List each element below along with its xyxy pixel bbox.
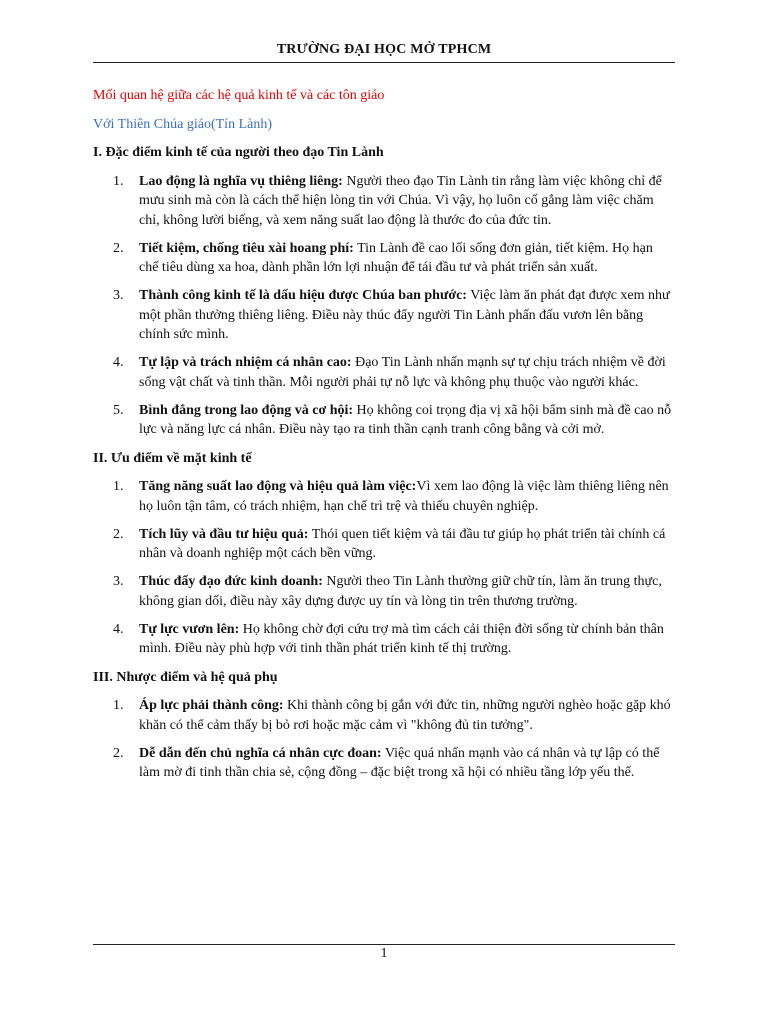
list-item [93,239,675,278]
item-text: Họ không chờ đợi cứu trợ mà tìm cách cải thiện đời sống từ chính bản thân mình. Điều này phù hợp với tinh thần phát triển kinh tế thị trường. [139,621,664,656]
item-text: Vì xem lao động là việc làm thiêng liêng nên họ luôn tận tâm, có trách nhiệm, hạn chế trì trệ và thiếu chuyên nghiệp. [139,479,669,514]
item-text: Đạo Tin Lành nhấn mạnh sự tự chịu trách nhiệm về đời sống vật chất và tinh thần. Mỗi người phải tự nỗ lực và không phụ thuộc vào người khác. [139,355,666,390]
item-lead: Thành công kinh tế là dấu hiệu được Chúa ban phước: [139,288,467,303]
list-item [93,620,675,659]
numbered-list [93,477,675,659]
item-lead: Tự lực vươn lên: [139,621,240,637]
list-item [93,172,675,231]
item-text: Khi thành công bị gắn với đức tin, những người nghèo hoặc gặp khó khăn có thể cảm thấy bị bỏ rơi hoặc mặc cảm vì "không đủ tin tưởng". [139,698,671,733]
item-lead: Tăng năng suất lao động và hiệu quả làm việc: [139,479,417,494]
item-lead: Tiết kiệm, chống tiêu xài hoang phí: [139,240,354,256]
item-lead: Tự lập và trách nhiệm cá nhân cao: [139,355,352,370]
section-heading: II. Ưu điểm về mặt kinh tế [93,450,252,466]
list-number: 3. [113,574,124,589]
document-body [93,86,675,792]
list-item [93,353,675,392]
list-number: 5. [113,402,124,418]
item-text: Tin Lành đề cao lối sống đơn giản, tiết kiệm. Họ hạn chế tiêu dùng xa hoa, dành phần lớn lợi nhuận để tái đầu tư và phát triển sản xuất. [139,240,653,275]
list-number: 1. [113,173,124,189]
list-item [93,744,675,783]
section-heading: III. Nhược điểm và hệ quả phụ [93,669,278,685]
list-item [93,696,675,735]
item-lead: Lao động là nghĩa vụ thiêng liêng: [139,173,343,189]
item-lead: Bình đẳng trong lao động và cơ hội: [139,402,354,418]
topic-subtitle: Với Thiên Chúa giáo(Tín Lành) [93,116,272,132]
item-lead: Áp lực phải thành công: [139,698,284,713]
item-lead: Tích lũy và đầu tư hiệu quả: [139,526,309,542]
list-item [93,525,675,564]
list-number: 1. [113,479,124,494]
item-text: Thói quen tiết kiệm và tái đầu tư giúp họ phát triển tài chính cá nhân và doanh nghiệp một cách bền vững. [139,526,666,561]
list-number: 2. [113,745,124,761]
list-item [93,477,675,516]
list-number: 2. [113,240,124,256]
page-header-title: TRƯỜNG ĐẠI HỌC MỞ TPHCM [276,42,492,57]
header-divider [93,62,675,63]
section-heading: I. Đặc điểm kinh tế của người theo đạo Tin Lành [93,145,384,160]
list-item [93,286,675,345]
item-lead: Dễ dẫn đến chủ nghĩa cá nhân cực đoan: [139,745,382,761]
list-number: 2. [113,526,124,542]
numbered-list [93,172,675,440]
numbered-list [93,696,675,783]
item-text: Họ không coi trọng địa vị xã hội bẩm sinh mà đề cao nỗ lực và năng lực cá nhân. Điều này tạo ra tinh thần cạnh tranh công bằng và cởi mở. [139,402,672,437]
item-text: Việc quá nhấn mạnh vào cá nhân và tự lập có thể làm mờ đi tinh thần chia sẻ, cộng đồng – đặc biệt trong xã hội có nhiều tầng lớp yếu thế. [139,745,660,780]
list-number: 3. [113,288,124,303]
list-item [93,572,675,611]
item-lead: Thúc đẩy đạo đức kinh doanh: [139,574,323,589]
list-number: 4. [113,621,124,637]
footer-divider [93,944,675,945]
topic-title: Mối quan hệ giữa các hệ quả kinh tế và các tôn giáo [93,88,385,103]
item-text: Người theo Tin Lành thường giữ chữ tín, làm ăn trung thực, không gian dối, điều này xây dựng được uy tín và lòng tin trên thương trường. [139,574,662,609]
list-item [93,401,675,440]
item-text: Người theo đạo Tin Lành tin rằng làm việc không chỉ để mưu sinh mà còn là cách thể hiện lòng tin với Chúa. Vì vậy, họ luôn cố gắng làm việc chăm chỉ, không lười biếng, và xem năng suất lao động là thước đo của đức tin. [139,173,662,228]
list-number: 4. [113,355,124,370]
page-number: 1 [380,946,388,961]
list-number: 1. [113,698,124,713]
item-text: Việc làm ăn phát đạt được xem như một phần thưởng thiêng liêng. Điều này thúc đẩy người Tin Lành phấn đấu vươn lên bằng chính sức mình. [139,288,670,342]
